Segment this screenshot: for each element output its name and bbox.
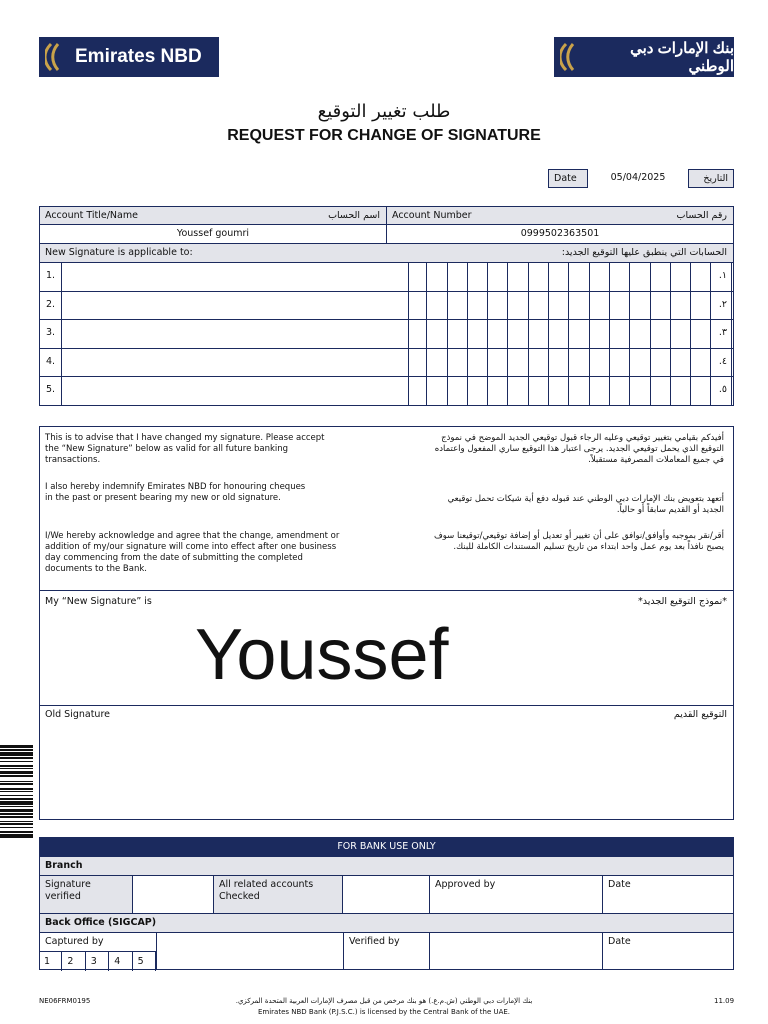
new-signature-label-ar: *نموذج التوقيع الجديد*	[637, 596, 727, 607]
verified-by-cell	[343, 932, 430, 970]
captured-by-number[interactable]: 1	[39, 952, 62, 971]
account-digit-box[interactable]	[488, 320, 508, 348]
account-row-name-field[interactable]	[61, 320, 409, 348]
account-digit-box[interactable]	[569, 292, 589, 320]
emirates-nbd-logo-ar	[554, 37, 734, 77]
account-digit-box[interactable]	[488, 263, 508, 291]
account-digit-box[interactable]	[691, 377, 711, 405]
account-digit-box[interactable]	[448, 377, 468, 405]
account-row	[39, 291, 734, 321]
account-digit-box[interactable]	[671, 349, 691, 377]
account-number-value: 0999502363501	[520, 228, 600, 239]
account-number-label-ar: رقم الحساب	[676, 210, 727, 221]
account-digit-box[interactable]	[691, 349, 711, 377]
account-digit-box[interactable]	[549, 377, 569, 405]
account-digit-box[interactable]	[407, 349, 427, 377]
account-digit-box[interactable]	[407, 292, 427, 320]
captured-by-cell	[39, 932, 157, 970]
date-field[interactable]	[587, 169, 689, 188]
new-signature-label: My “New Signature” is	[45, 596, 152, 607]
branch-label: Branch	[45, 860, 83, 871]
account-digit-box[interactable]	[630, 263, 650, 291]
logo-text-ar: بنك الإمارات دبي الوطني	[630, 40, 734, 75]
logo-text-en: Emirates NBD	[75, 46, 202, 67]
account-digit-box[interactable]	[712, 349, 732, 377]
account-digit-box[interactable]	[712, 377, 732, 405]
account-digit-box[interactable]	[610, 292, 630, 320]
account-digit-box[interactable]	[549, 292, 569, 320]
account-digit-box[interactable]	[651, 320, 671, 348]
date-approved-field[interactable]	[602, 875, 734, 914]
account-number-label: Account Number	[392, 210, 472, 221]
account-row-number: 2.	[46, 298, 56, 310]
account-digit-box[interactable]	[590, 349, 610, 377]
account-row-number-ar: ١.	[718, 270, 727, 281]
account-digit-box[interactable]	[509, 292, 529, 320]
account-digit-box[interactable]	[427, 263, 447, 291]
account-digit-box[interactable]	[448, 320, 468, 348]
account-number-header	[386, 206, 734, 225]
account-digit-box[interactable]	[610, 377, 630, 405]
account-digit-box[interactable]	[712, 320, 732, 348]
footer-code: NE06FRM0195	[39, 997, 91, 1005]
account-digit-box[interactable]	[569, 320, 589, 348]
account-digit-box[interactable]	[427, 377, 447, 405]
declaration-ar-1: أفيدكم بقيامي بتغيير توقيعي وعليه الرجاء قبول توقيعي الجديد الموضح في نموذج التوقيع الذي يحمل توقيعي الجديد. يرجى اعتبار هذا التوقيع ساري المفعول واعتماده في جميع المعاملات المصرفية مستقبلاً.	[434, 433, 724, 465]
account-digit-box[interactable]	[691, 292, 711, 320]
captured-by-label: Captured by	[45, 936, 104, 947]
captured-by-numbers	[39, 951, 157, 971]
footer-arabic: بنك الإمارات دبي الوطني (ش.م.ع.) هو بنك مرخص من قبل مصرف الإمارات العربية المتحدة المركزي.	[235, 997, 533, 1005]
barcode-bar	[0, 838, 33, 840]
account-row-name-field[interactable]	[61, 263, 409, 291]
date-verified-field[interactable]	[602, 932, 734, 970]
account-row	[39, 262, 734, 292]
bank-use-title: FOR BANK USE ONLY	[337, 841, 436, 852]
account-row	[39, 319, 734, 349]
barcode-image	[0, 745, 33, 985]
account-digit-box[interactable]	[671, 320, 691, 348]
applicable-header	[39, 243, 734, 263]
bank-use-header	[39, 837, 734, 857]
sig-verified-label: Signature verified	[45, 879, 91, 902]
old-signature-label-ar: التوقيع القديم	[673, 709, 727, 720]
approved-by-field[interactable]	[429, 875, 603, 914]
captured-by-number[interactable]: 3	[86, 952, 109, 971]
sig-verified-cell	[39, 875, 133, 914]
emirates-nbd-mark-icon	[45, 42, 69, 72]
declaration-ar-3: أقر/نقر بموجبه وأوافق/نوافق على أن تغيير أو تعديل أو إضافة توقيعي/توقيعنا سوف يصبح نافذاً بعد يوم عمل واحد ابتداء من تاريخ تسليم المستندات الكاملة للبنك.	[433, 531, 724, 552]
account-digit-box[interactable]	[590, 292, 610, 320]
account-digit-box[interactable]	[630, 349, 650, 377]
account-row-name-field[interactable]	[61, 349, 409, 377]
page-title: REQUEST FOR CHANGE OF SIGNATURE	[227, 127, 541, 144]
account-digit-box[interactable]	[691, 320, 711, 348]
account-digit-box[interactable]	[651, 263, 671, 291]
account-digit-box[interactable]	[651, 292, 671, 320]
back-office-label: Back Office (SIGCAP)	[45, 917, 157, 928]
account-digit-box[interactable]	[468, 320, 488, 348]
account-digit-box[interactable]	[407, 263, 427, 291]
account-row-number: 3.	[46, 327, 56, 339]
account-number-field[interactable]	[386, 224, 734, 244]
account-digit-box[interactable]	[529, 320, 549, 348]
account-digit-box[interactable]	[509, 320, 529, 348]
declaration-en-2: I also hereby indemnify Emirates NBD for honouring cheques in the past or present bearing my new or old signature.	[45, 482, 306, 503]
old-signature-label: Old Signature	[45, 709, 110, 720]
date-verified-label: Date	[608, 936, 631, 947]
account-row-number-ar: ٤.	[718, 355, 727, 367]
title-arabic: طلب تغيير التوقيع	[317, 101, 451, 122]
account-title-label: Account Title/Name	[45, 210, 138, 221]
account-digit-box[interactable]	[468, 292, 488, 320]
account-row	[39, 376, 734, 406]
account-digit-box[interactable]	[651, 377, 671, 405]
account-digit-box[interactable]	[468, 377, 488, 405]
account-row-number: 1.	[46, 270, 56, 281]
account-digit-box[interactable]	[488, 349, 508, 377]
account-title-header	[39, 206, 387, 225]
captured-by-number[interactable]: 2	[62, 952, 85, 971]
account-digit-box[interactable]	[671, 377, 691, 405]
account-digit-box[interactable]	[407, 377, 427, 405]
captured-by-number[interactable]: 5	[133, 952, 156, 971]
account-digit-box[interactable]	[529, 263, 549, 291]
account-digit-box[interactable]	[569, 263, 589, 291]
sig-verified-field[interactable]	[132, 875, 214, 914]
branch-row	[39, 856, 734, 876]
all-accounts-field[interactable]	[342, 875, 430, 914]
date-label-en: Date	[554, 173, 577, 184]
account-digit-box[interactable]	[427, 349, 447, 377]
account-digit-box[interactable]	[549, 320, 569, 348]
account-digit-box[interactable]	[448, 292, 468, 320]
account-digit-box[interactable]	[712, 292, 732, 320]
account-digit-box[interactable]	[671, 292, 691, 320]
back-office-row	[39, 913, 734, 933]
account-digit-box[interactable]	[569, 349, 589, 377]
old-signature-field[interactable]	[39, 705, 734, 820]
account-digit-box[interactable]	[509, 263, 529, 291]
account-digit-box[interactable]	[427, 292, 447, 320]
captured-by-field[interactable]	[156, 932, 344, 970]
account-digit-box[interactable]	[488, 377, 508, 405]
account-digit-box[interactable]	[549, 263, 569, 291]
account-title-label-ar: اسم الحساب	[328, 210, 380, 221]
applicable-label-ar: الحسابات التي ينطبق عليها التوقيع الجديد:	[561, 247, 727, 258]
account-digit-box[interactable]	[712, 263, 732, 291]
date-approved-label: Date	[608, 879, 631, 890]
account-digit-box[interactable]	[671, 263, 691, 291]
account-digit-box[interactable]	[509, 349, 529, 377]
new-signature-field[interactable]	[39, 590, 734, 706]
account-digit-box[interactable]	[427, 320, 447, 348]
account-digit-box[interactable]	[630, 292, 650, 320]
emirates-nbd-logo-en	[39, 37, 219, 77]
account-row-name-field[interactable]	[61, 292, 409, 320]
account-digit-box[interactable]	[448, 349, 468, 377]
date-box	[548, 169, 734, 188]
account-digit-box[interactable]	[549, 349, 569, 377]
account-row-number: 4.	[46, 355, 56, 367]
account-digit-box[interactable]	[651, 349, 671, 377]
all-accounts-label: All related accounts Checked	[219, 879, 314, 902]
declaration-en-1: This is to advise that I have changed my signature. Please accept the “New Signature” below as valid for all future banking transactions.	[45, 433, 325, 465]
footer-version: 11.09	[714, 997, 735, 1005]
account-digit-box[interactable]	[529, 349, 549, 377]
date-value: 05/04/2025	[610, 172, 666, 183]
account-row-number-ar: ٣.	[718, 327, 727, 339]
account-row-number: 5.	[46, 384, 56, 396]
account-row-name-field[interactable]	[61, 377, 409, 405]
verified-by-field[interactable]	[429, 932, 603, 970]
account-row-number-ar: ٢.	[718, 298, 727, 310]
account-title-value: Youssef goumri	[176, 228, 250, 239]
account-digit-box[interactable]	[529, 377, 549, 405]
account-digit-box[interactable]	[590, 263, 610, 291]
account-digit-box[interactable]	[488, 292, 508, 320]
verified-by-label: Verified by	[349, 936, 400, 947]
date-label-ar: التاريخ	[703, 173, 728, 184]
emirates-nbd-mark-icon-right	[560, 42, 584, 72]
account-digit-box[interactable]	[468, 349, 488, 377]
account-digit-box[interactable]	[630, 320, 650, 348]
footer-english: Emirates NBD Bank (P.J.S.C.) is licensed by the Central Bank of the UAE.	[257, 1008, 511, 1016]
account-digit-box[interactable]	[529, 292, 549, 320]
all-accounts-cell	[213, 875, 343, 914]
account-digit-box[interactable]	[630, 377, 650, 405]
account-row-number-ar: ٥.	[718, 384, 727, 396]
account-digit-box[interactable]	[448, 263, 468, 291]
account-digit-box[interactable]	[407, 320, 427, 348]
account-digit-box[interactable]	[590, 320, 610, 348]
account-digit-box[interactable]	[569, 377, 589, 405]
account-digit-box[interactable]	[610, 263, 630, 291]
declaration-ar-2: أتعهد بتعويض بنك الإمارات دبي الوطني عند قبوله دفع أية شيكات تحمل توقيعي الجديد أو القديم سابقاً أو حالياً.	[447, 494, 724, 515]
captured-by-number[interactable]: 4	[109, 952, 132, 971]
account-digit-box[interactable]	[610, 349, 630, 377]
applicable-label: New Signature is applicable to:	[45, 247, 193, 258]
account-digit-box[interactable]	[590, 377, 610, 405]
account-digit-box[interactable]	[509, 377, 529, 405]
account-title-field[interactable]	[39, 224, 387, 244]
account-digit-box[interactable]	[691, 263, 711, 291]
account-digit-box[interactable]	[610, 320, 630, 348]
approved-by-label: Approved by	[435, 879, 496, 890]
account-row	[39, 348, 734, 378]
new-signature-value: Youssef	[195, 615, 449, 695]
declaration-en-3: I/We hereby acknowledge and agree that the change, amendment or addition of my/our signature will come into effect after one business day commencing from the date of submitting the completed documents to the Bank.	[45, 531, 340, 574]
account-digit-box[interactable]	[468, 263, 488, 291]
